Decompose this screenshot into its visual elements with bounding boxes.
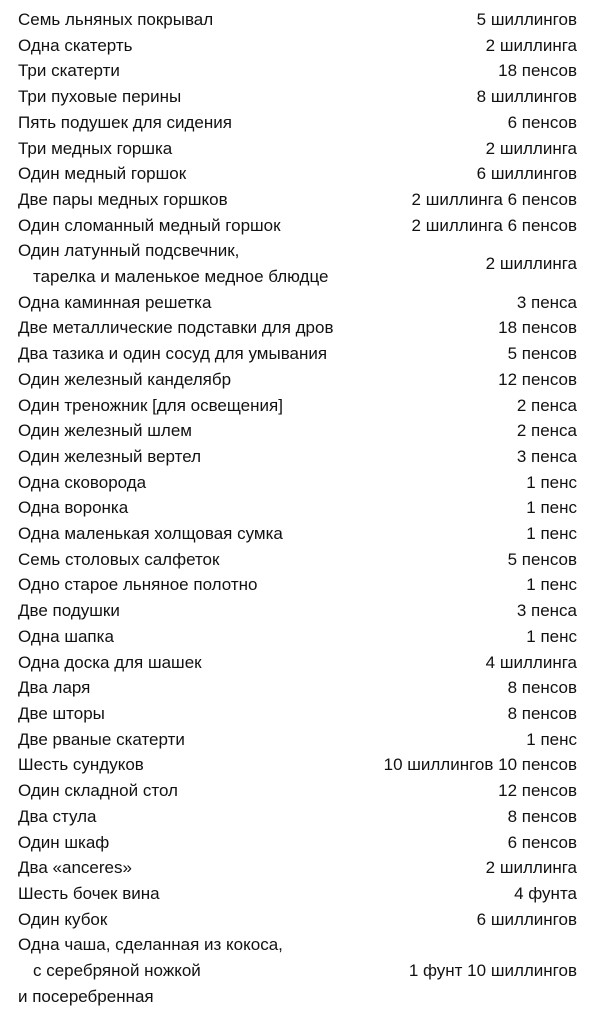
item-name-line: Две подушки <box>18 601 120 621</box>
item-name <box>18 58 120 84</box>
item-name-line: Один железный канделябр <box>18 369 232 389</box>
item-name <box>18 84 181 110</box>
list-item <box>18 830 577 856</box>
item-price: 2 шиллинга <box>485 138 577 158</box>
list-item <box>18 84 577 110</box>
item-name <box>18 521 283 547</box>
item-name <box>18 572 257 598</box>
item-price: 3 пенса <box>516 292 577 312</box>
list-item <box>18 238 577 289</box>
item-name <box>18 881 160 907</box>
item-name-line: Два «anceres» <box>18 858 132 878</box>
item-price: 1 пенс <box>526 626 577 646</box>
item-price: 6 пенсов <box>507 832 577 852</box>
list-item <box>18 393 577 419</box>
list-item <box>18 418 577 444</box>
list-item <box>18 161 577 187</box>
list-item <box>18 881 577 907</box>
list-item <box>18 213 577 239</box>
list-item <box>18 58 577 84</box>
list-item <box>18 598 577 624</box>
item-name <box>18 727 185 753</box>
list-item <box>18 315 577 341</box>
item-name-line: Две шторы <box>18 703 105 723</box>
item-price: 1 пенс <box>526 498 577 518</box>
item-name-line: Пять подушек для сидения <box>18 112 232 132</box>
item-name-line: Одно старое льняное полотно <box>18 575 258 595</box>
item-price: 1 пенс <box>526 729 577 749</box>
list-item <box>18 33 577 59</box>
item-name-line: Три пуховые перины <box>18 87 182 107</box>
item-name <box>18 830 109 856</box>
list-item <box>18 290 577 316</box>
item-name <box>18 650 202 676</box>
item-price: 1 пенс <box>526 472 577 492</box>
item-name-line: Один складной стол <box>18 781 178 801</box>
item-name <box>18 110 232 136</box>
item-name-line: Три скатерти <box>18 61 120 81</box>
list-item <box>18 367 577 393</box>
list-item <box>18 907 577 933</box>
list-item <box>18 675 577 701</box>
item-name <box>18 907 107 933</box>
item-name-line: Одна доска для шашек <box>18 652 202 672</box>
list-item <box>18 572 577 598</box>
item-name <box>18 213 281 239</box>
item-name-line: Три медных горшка <box>18 138 173 158</box>
item-name <box>18 315 334 341</box>
item-name <box>18 855 132 881</box>
item-name-line: Одна каминная решетка <box>18 292 212 312</box>
item-name <box>18 495 128 521</box>
item-name-line: Семь столовых салфеток <box>18 549 220 569</box>
item-name-line: Одна шапка <box>18 626 114 646</box>
list-item <box>18 778 577 804</box>
item-name <box>18 444 201 470</box>
list-item <box>18 855 577 881</box>
item-name <box>18 7 213 33</box>
item-name-line: Один железный вертел <box>18 446 202 466</box>
item-name-line: и посеребренная <box>18 986 154 1006</box>
item-name <box>18 367 231 393</box>
item-name-line: Две металлические подставки для дров <box>18 318 334 338</box>
item-name <box>18 701 105 727</box>
item-price: 8 пенсов <box>507 703 577 723</box>
item-price: 6 пенсов <box>507 112 577 132</box>
item-name-line: Один сломанный медный горшок <box>18 215 281 235</box>
item-price: 1 пенс <box>526 524 577 544</box>
item-name-line: Один треножник [для освещения] <box>18 395 283 415</box>
item-price: 1 фунт 10 шиллингов <box>408 961 577 981</box>
list-item <box>18 7 577 33</box>
item-price: 5 пенсов <box>507 344 577 364</box>
item-price: 2 пенса <box>516 395 577 415</box>
item-name <box>18 136 172 162</box>
item-price: 8 пенсов <box>507 806 577 826</box>
list-item <box>18 932 577 1009</box>
list-item <box>18 624 577 650</box>
item-name-line: Один шкаф <box>18 832 110 852</box>
list-item <box>18 341 577 367</box>
list-item <box>18 444 577 470</box>
item-name-line: Одна маленькая холщовая сумка <box>18 524 283 544</box>
item-price: 5 пенсов <box>507 549 577 569</box>
inventory-price-list <box>18 7 577 1009</box>
item-price: 4 шиллинга <box>485 652 577 672</box>
item-price: 2 шиллинга 6 пенсов <box>411 189 577 209</box>
item-price: 4 фунта <box>514 883 577 903</box>
item-price: 2 шиллинга 6 пенсов <box>411 215 577 235</box>
list-item <box>18 187 577 213</box>
item-name-line: Шесть сундуков <box>18 755 144 775</box>
item-name <box>18 547 219 573</box>
item-name <box>18 752 144 778</box>
list-item <box>18 470 577 496</box>
item-price: 1 пенс <box>526 575 577 595</box>
item-name-line: Две пары медных горшков <box>18 189 228 209</box>
item-price: 12 пенсов <box>498 369 577 389</box>
item-name <box>18 598 120 624</box>
item-name-line: Один кубок <box>18 909 108 929</box>
item-price: 8 пенсов <box>507 678 577 698</box>
list-item <box>18 804 577 830</box>
item-name <box>18 932 283 1009</box>
list-item <box>18 136 577 162</box>
list-item <box>18 110 577 136</box>
item-name-line: Семь льняных покрывал <box>18 10 214 29</box>
item-name-line: Одна сковорода <box>18 472 147 492</box>
item-name <box>18 393 283 419</box>
item-name-line: Два тазика и один сосуд для умывания <box>18 344 328 364</box>
item-name-line: Два стула <box>18 806 97 826</box>
list-item <box>18 727 577 753</box>
item-name-line: с серебряной ножкой <box>33 961 201 981</box>
item-name <box>18 418 192 444</box>
list-item <box>18 701 577 727</box>
item-price: 12 пенсов <box>498 781 577 801</box>
item-price: 6 шиллингов <box>476 909 577 929</box>
item-price: 18 пенсов <box>498 61 577 81</box>
item-price: 2 шиллинга <box>485 254 577 274</box>
list-item <box>18 650 577 676</box>
item-name <box>18 470 146 496</box>
item-name <box>18 161 186 187</box>
item-name-line: Один латунный подсвечник, <box>18 241 240 261</box>
item-price: 8 шиллингов <box>476 87 577 107</box>
item-price: 2 пенса <box>516 421 577 441</box>
item-name <box>18 624 114 650</box>
item-price: 3 пенса <box>516 446 577 466</box>
item-price: 2 шиллинга <box>485 858 577 878</box>
item-price: 10 шиллингов 10 пенсов <box>383 755 577 775</box>
item-name <box>18 290 211 316</box>
item-name <box>18 238 328 289</box>
list-item <box>18 547 577 573</box>
item-name-line: Одна чаша, сделанная из кокоса, <box>18 935 283 955</box>
item-price: 6 шиллингов <box>476 164 577 184</box>
item-name <box>18 187 228 213</box>
item-name <box>18 341 327 367</box>
item-price: 18 пенсов <box>498 318 577 338</box>
list-item <box>18 495 577 521</box>
item-name <box>18 33 133 59</box>
item-name-line: тарелка и маленькое медное блюдце <box>33 267 329 287</box>
list-item <box>18 752 577 778</box>
item-name-line: Две рваные скатерти <box>18 729 185 749</box>
item-name-line: Один железный шлем <box>18 421 192 441</box>
item-name-line: Одна скатерть <box>18 35 133 55</box>
item-price: 3 пенса <box>516 601 577 621</box>
item-name-line: Одна воронка <box>18 498 129 518</box>
item-name-line: Два ларя <box>18 678 91 698</box>
item-name-line: Шесть бочек вина <box>18 883 160 903</box>
item-price: 2 шиллинга <box>485 35 577 55</box>
list-item <box>18 521 577 547</box>
item-name <box>18 804 97 830</box>
item-price: 5 шиллингов <box>476 10 577 29</box>
item-name-line: Один медный горшок <box>18 164 187 184</box>
item-name <box>18 778 178 804</box>
item-name <box>18 675 90 701</box>
